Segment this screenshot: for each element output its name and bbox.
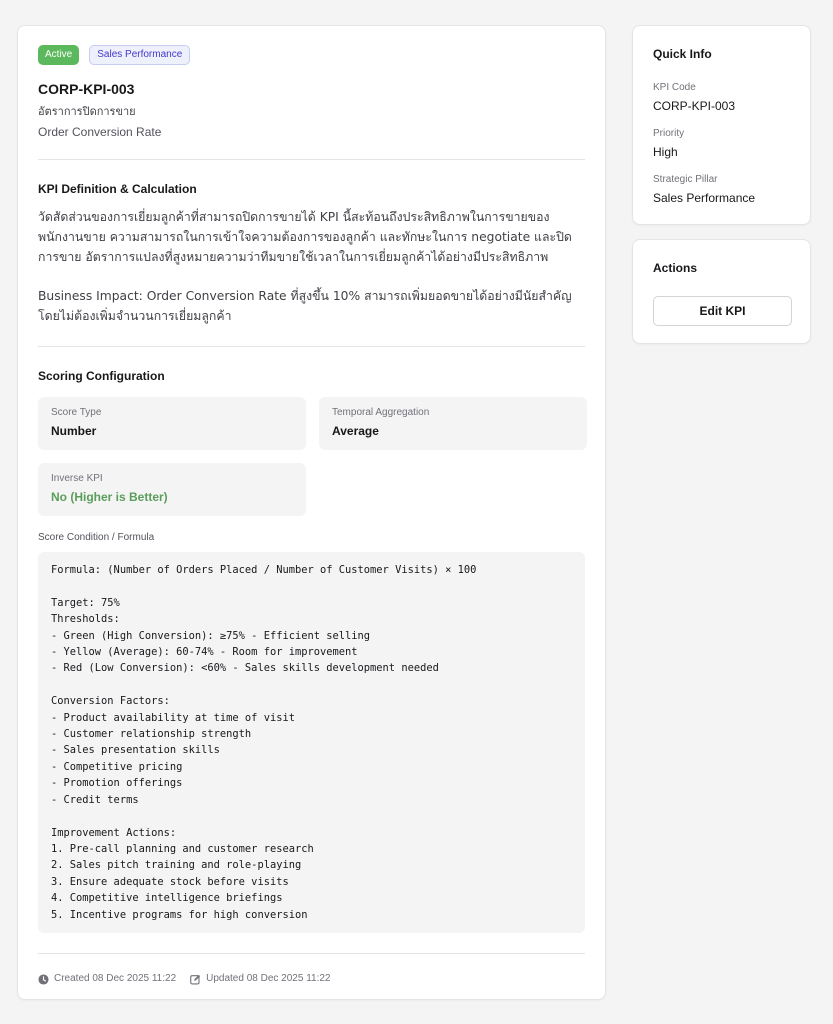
priority-value: High [653, 145, 678, 159]
actions-card [632, 239, 811, 344]
business-impact-text: Business Impact: Order Conversion Rate ที่สูงขึ้น 10% สามารถเพิ่มยอดขายได้อย่างมีนัยสำคัญโดยไม่ต้องเพิ่มจำนวนการเยี่ยมลูกค้า [38, 289, 572, 323]
badge-row [38, 45, 585, 65]
status-badge: Active [38, 45, 79, 65]
inverse-kpi-label: Inverse KPI [51, 473, 103, 484]
divider [38, 346, 585, 347]
inverse-kpi-box [38, 463, 306, 516]
scoring-title: Scoring Configuration [38, 369, 165, 383]
strategic-pillar-label: Strategic Pillar [653, 174, 718, 185]
edit-kpi-button[interactable]: Edit KPI [653, 296, 792, 326]
definition-text: วัดสัดส่วนของการเยี่ยมลูกค้าที่สามารถปิดการขายได้ KPI นี้สะท้อนถึงประสิทธิภาพในการขายของพนักงานขาย ความสามารถในการเข้าใจความต้องการของลูกค้า และทักษะในการ negotiate และปิดการขาย อัตราการแปลงที่สูงหมายความว่าทีมขายใช้เวลาในการเยี่ยมลูกค้าได้อย่างมีประสิทธิภาพ [38, 210, 572, 264]
divider [38, 953, 585, 954]
formula-block: Formula: (Number of Orders Placed / Number of Customer Visits) × 100 Target: 75% Thresholds: - Green (High Conversion): ≥75% - Efficient selling - Yellow (Average): 60-74% - Room for improvement - Red (Low Conversion): <60% - Sales skills development needed Conversion Factors: - Product availability at time of visit - Customer relationship strength - Sales presentation skills - Competitive pricing - Promotion offerings - Credit terms Improvement Actions: 1. Pre-call planning and customer research 2. Sales pitch training and role-playing 3. Ensure adequate stock before visits 4. Competitive intelligence briefings 5. Incentive programs for high conversion [38, 552, 585, 933]
definition-title: KPI Definition & Calculation [38, 182, 197, 196]
created-text: Created 08 Dec 2025 11:22 [54, 973, 177, 984]
score-type-box [38, 397, 306, 450]
quick-info-card [632, 25, 811, 225]
kpi-code-label: KPI Code [653, 82, 696, 93]
actions-title: Actions [653, 261, 698, 275]
created-timestamp [38, 973, 176, 985]
page-title: CORP-KPI-003 [38, 81, 135, 97]
kpi-name-thai: อัตราการปิดการขาย [38, 105, 136, 118]
kpi-detail-card [17, 25, 606, 1000]
priority-label: Priority [653, 128, 685, 139]
score-type-value: Number [51, 424, 97, 438]
kpi-name-english: Order Conversion Rate [38, 125, 162, 139]
clock-icon [38, 974, 49, 985]
quick-info-title: Quick Info [653, 47, 712, 61]
temporal-aggregation-box [319, 397, 587, 450]
edit-icon [190, 974, 201, 985]
kpi-code-value: CORP-KPI-003 [653, 99, 736, 113]
pillar-badge: Sales Performance [89, 45, 190, 65]
score-type-label: Score Type [51, 407, 102, 418]
scoring-grid [38, 397, 585, 516]
inverse-kpi-value: No (Higher is Better) [51, 490, 168, 504]
strategic-pillar-value: Sales Performance [653, 191, 756, 205]
timestamp-footer [38, 973, 585, 985]
updated-text: Updated 08 Dec 2025 11:22 [206, 973, 331, 984]
updated-timestamp [190, 973, 330, 985]
temporal-aggregation-label: Temporal Aggregation [332, 407, 430, 418]
temporal-aggregation-value: Average [332, 424, 379, 438]
formula-label: Score Condition / Formula [38, 532, 155, 543]
divider [38, 159, 585, 160]
